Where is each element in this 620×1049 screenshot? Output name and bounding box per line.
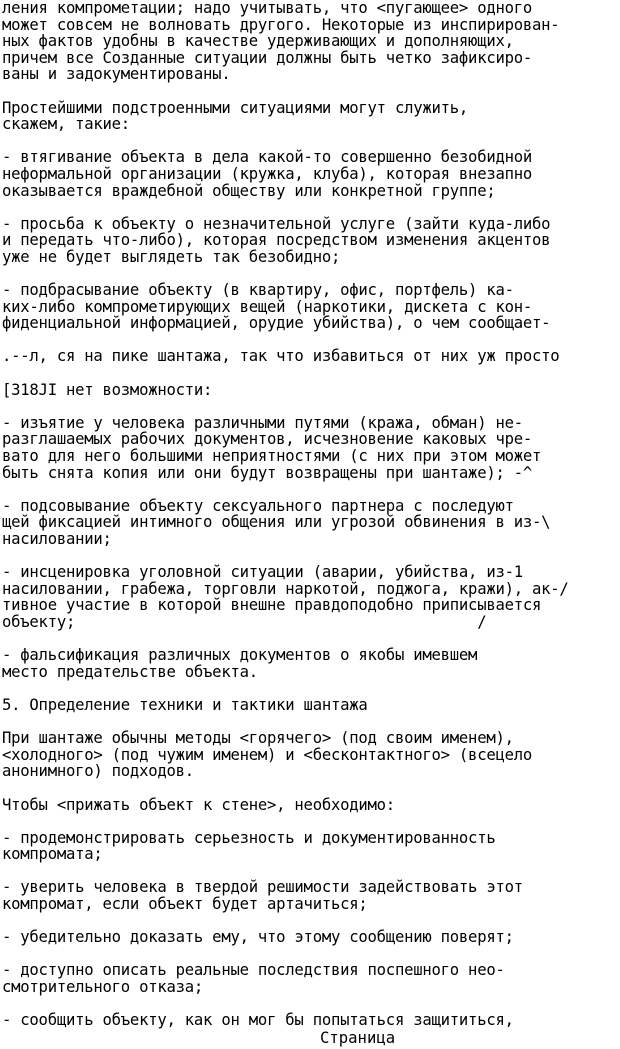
text-line: - изъятие у человека различными путями (кража, обман) не- (2, 413, 523, 432)
text-line: насиловании, грабежа, торговли наркотой, поджога, кражи), ак-/ (2, 579, 569, 598)
text-line: 5. Определение техники и тактики шантажа (2, 695, 368, 714)
text-line: объекту; / (2, 612, 487, 631)
text-paragraph (2, 149, 618, 199)
text-line: анонимного) подходов. (2, 762, 194, 781)
text-line: быть снята копия или они будут возвращены при шантаже); -^ (2, 463, 533, 482)
text-line: ления компрометации; надо учитывать, что <пугающее> одного (2, 0, 533, 17)
text-line: ваны и задокументированы. (2, 65, 231, 84)
text-paragraph (2, 962, 618, 995)
text-line: - втягивание объекта в дела какой-то совершенно безобидной (2, 148, 533, 167)
text-line: может совсем не волновать другого. Некоторые из инспирирован- (2, 15, 560, 34)
text-line: щей фиксацией интимного общения или угрозой обвинения в из-\ (2, 513, 551, 532)
text-line: уже не будет выглядеть так безобидно; (2, 247, 341, 266)
text-line: - фальсификация различных документов о якобы имевшем (2, 646, 478, 665)
text-line: и передать что-либо), которая посредством изменения акцентов (2, 231, 551, 250)
text-paragraph (2, 282, 618, 332)
text-line: - подбрасывание объекту (в квартиру, офис, портфель) ка- (2, 281, 514, 300)
text-line: компромат, если объект будет артачиться; (2, 895, 368, 914)
text-line: - убедительно доказать ему, что этому сообщению поверят; (2, 928, 514, 947)
page-footer: Страница (320, 1029, 396, 1047)
text-line: скажем, такие: (2, 115, 130, 134)
text-paragraph (2, 564, 618, 630)
text-paragraph (2, 879, 618, 912)
text-line: вато для него большими неприятностями (с них при этом может (2, 447, 542, 466)
text-paragraph (2, 100, 618, 133)
text-paragraph (2, 647, 618, 680)
text-line: насиловании; (2, 530, 112, 548)
text-line: Чтобы <прижать объект к стене>, необходимо: (2, 795, 395, 814)
text-paragraph (2, 830, 618, 863)
text-line: компромата; (2, 845, 103, 864)
text-paragraph (2, 415, 618, 481)
text-line: оказывается враждебной обществу или конкретной группе; (2, 181, 496, 200)
text-line: ных фактов удобны в качестве удерживающих и дополняющих, (2, 32, 514, 51)
text-line: место предательстве объекта. (2, 662, 258, 681)
text-paragraph (2, 1012, 618, 1029)
text-line: - доступно описать реальные последствия поспешного нео- (2, 961, 505, 980)
text-line: При шантаже обычны методы <горячего> (под своим именем), (2, 729, 514, 748)
text-paragraph (2, 498, 618, 548)
text-line: Простейшими подстроенными ситуациями могут служить, (2, 98, 469, 117)
text-paragraph (2, 0, 618, 83)
text-line: - сообщить объекту, как он мог бы попытаться защититься, (2, 1011, 514, 1030)
text-line: разглашаемых рабочих документов, исчезновение каковых чре- (2, 430, 533, 449)
text-line: .--л, ся на пике шантажа, так что избавиться от них уж просто (2, 347, 560, 366)
text-line: ких-либо компрометирующих вещей (наркотики, дискета с кон- (2, 297, 533, 316)
text-line: - подсовывание объекту сексуального партнера с последуют (2, 496, 514, 515)
text-paragraph (2, 929, 618, 946)
text-line: фиденциальной информацией, орудие убийства), о чем сообщает- (2, 314, 551, 333)
text-line: <холодного> (под чужим именем) и <бесконтактного> (всецело (2, 745, 533, 764)
text-line: - продемонстрировать серьезность и документированность (2, 828, 496, 847)
text-line: причем все Созданные ситуации должны быть четко зафиксиро- (2, 48, 533, 67)
text-paragraph (2, 730, 618, 780)
text-line: смотрительного отказа; (2, 978, 204, 997)
text-line: неформальной организации (кружка, клуба), которая внезапно (2, 164, 533, 183)
text-line: [318JI нет возможности: (2, 380, 213, 399)
text-line: - уверить человека в твердой решимости задействовать этот (2, 878, 523, 897)
text-line: тивное участие в которой внешне правдоподобно приписывается (2, 596, 542, 615)
text-paragraph (2, 797, 618, 814)
text-paragraph (2, 216, 618, 266)
text-line: - инсценировка уголовной ситуации (аварии, убийства, из-1 (2, 563, 523, 582)
text-paragraph (2, 382, 618, 399)
text-line: - просьба к объекту о незначительной услуге (зайти куда-либо (2, 214, 551, 233)
text-paragraph (2, 348, 618, 365)
document-page (2, 0, 618, 1049)
text-paragraph (2, 697, 618, 714)
